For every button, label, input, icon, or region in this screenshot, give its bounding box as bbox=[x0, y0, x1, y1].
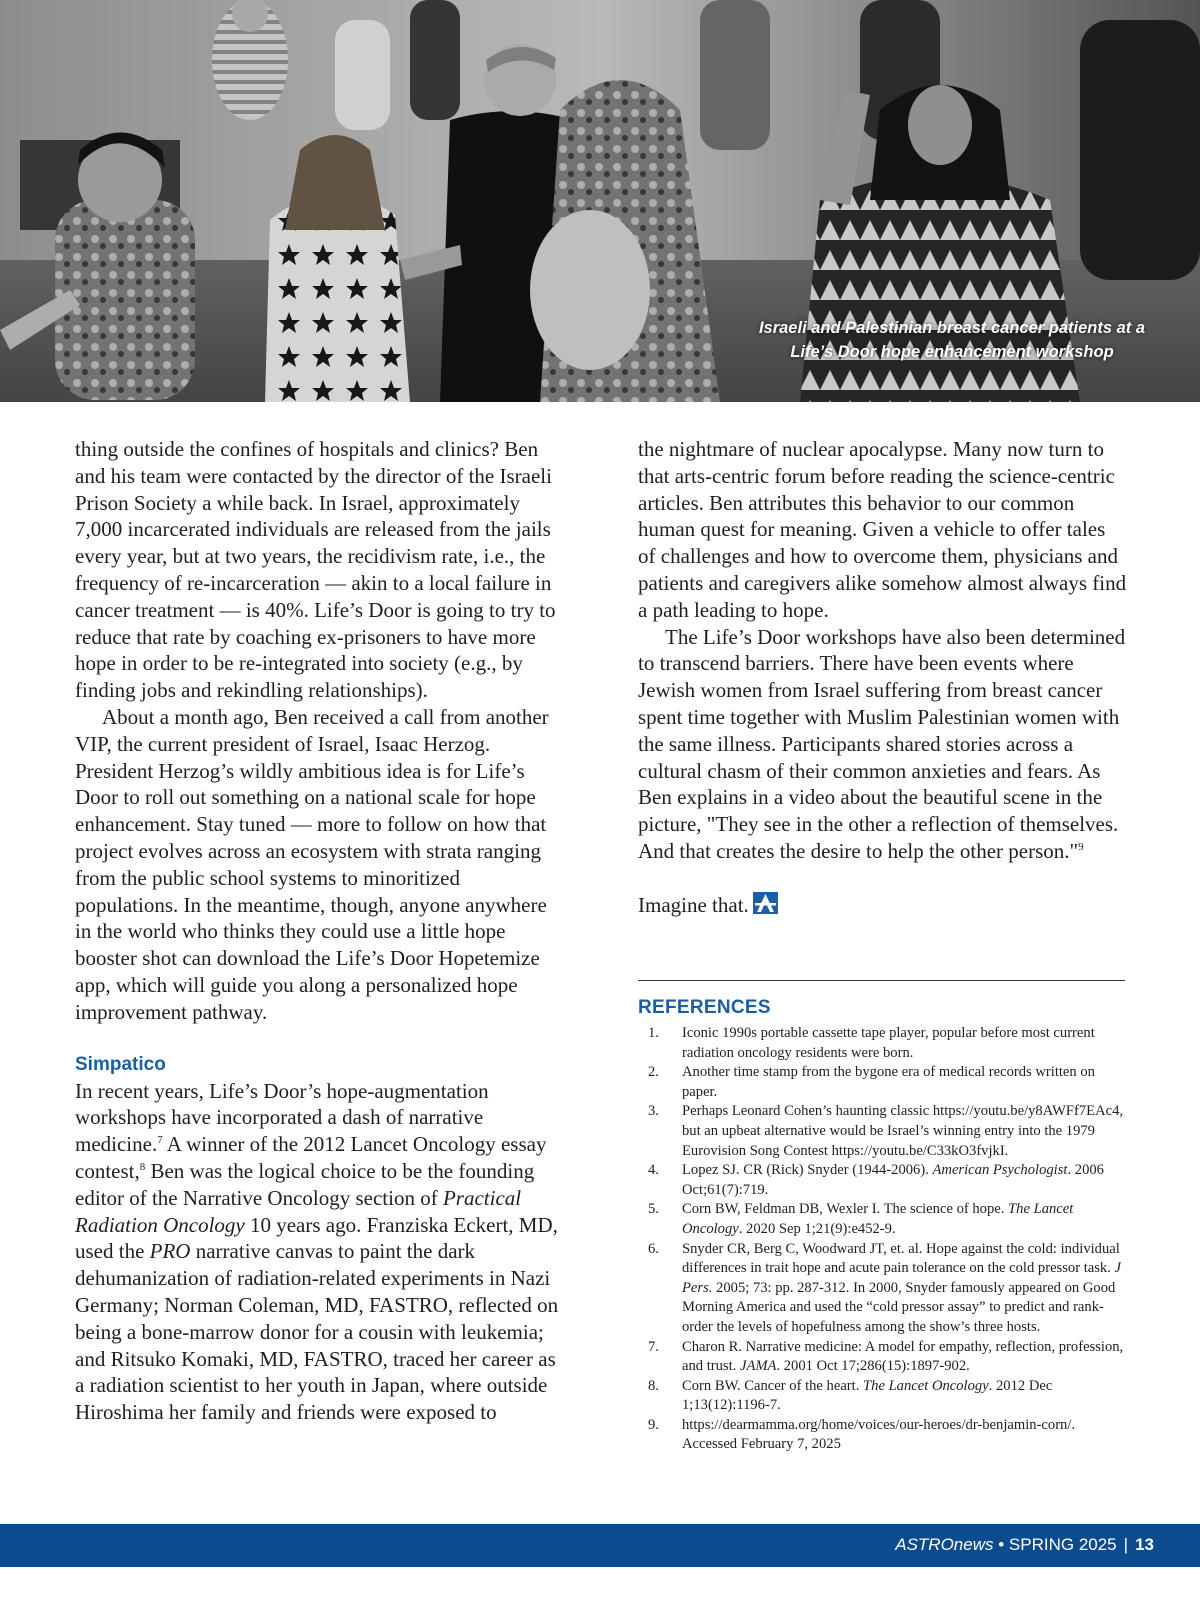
reference-text bbox=[682, 1338, 1126, 1377]
text-run: 10 years ago. Franziska Eckert, MD, used the bbox=[75, 1212, 558, 1264]
reference-text: Iconic 1990s portable cassette tape player, popular before most current radiation oncology residents were born. bbox=[682, 1025, 1095, 1061]
closing-line bbox=[638, 892, 1128, 919]
page-number: 13 bbox=[1135, 1535, 1154, 1554]
footnote-marker: 7 bbox=[157, 1134, 163, 1147]
reference-item bbox=[640, 1240, 1126, 1338]
article-paragraph: About a month ago, Ben received a call from another VIP, the current president of Israel, Isaac Herzog. President Herzog’s wildly ambitious idea is for Life’s Door to roll out something on a national scale for hope enhancement. Stay tuned — more to follow on how that project evolves across an ecosystem with strata ranging from the public school systems to minoritized populations. In the meantime, though, anyone anywhere in the world who thinks they could use a little hope booster shot can download the Life’s Door Hopetemize app, which will guide you along a personalized hope improvement pathway. bbox=[75, 704, 549, 1024]
reference-text-run: Snyder CR, Berg C, Woodward JT, et. al. Hope against the cold: individual differences in trait hope and acute pain tolerance on the cold pressor task. bbox=[682, 1240, 1120, 1277]
reference-journal: American Psychologist bbox=[932, 1162, 1068, 1179]
reference-number: 5. bbox=[648, 1201, 659, 1218]
reference-item bbox=[640, 1102, 1126, 1161]
reference-item bbox=[640, 1161, 1126, 1200]
reference-number: 8. bbox=[648, 1377, 659, 1394]
reference-number: 2. bbox=[648, 1064, 659, 1081]
reference-text bbox=[682, 1377, 1126, 1416]
reference-item bbox=[640, 1063, 1126, 1102]
journal-title: Practical Radiation Oncology bbox=[75, 1185, 522, 1237]
article-paragraph: thing outside the confines of hospitals and clinics? Ben and his team were contacted by the director of the Israeli Prison Society a while back. In Israel, approximately 7,000 incarcerated individuals are released from the jails every year, but at two years, the recidivism rate, i.e., the frequency of re-incarceration — akin to a local failure in cancer treatment — is 40%. Life’s Door is going to try to reduce that rate by coaching ex-prisoners to have more hope in order to be re-integrated into society (e.g., by finding jobs and rekindling relationships). bbox=[75, 437, 556, 703]
text-run: The Life’s Door workshops have also been determined to transcend barriers. There have been events where Jewish women from Israel suffering from breast cancer spent time together with Muslim Palestinian women with the same illness. Participants shared stories across a cultural chasm of their common anxieties and fears. As Ben explains in a video about the beautiful scene in the picture, "They see in the other a reflection of themselves. And that creates the desire to help the other person." bbox=[638, 624, 1126, 863]
footnote-marker: 8 bbox=[139, 1160, 146, 1173]
reference-text bbox=[682, 1240, 1126, 1338]
footer-text bbox=[895, 1535, 1154, 1555]
text-run: A winner of the 2012 Lancet Oncology essay contest, bbox=[75, 1132, 547, 1183]
reference-text-run: Charon R. Narrative medicine: A model for empathy, reflection, profession, and trust. bbox=[682, 1338, 1124, 1375]
issue-label: SPRING 2025 bbox=[1008, 1535, 1117, 1554]
reference-number: 3. bbox=[648, 1103, 659, 1120]
article-paragraph bbox=[75, 1078, 565, 1426]
closing-text: Imagine that. bbox=[638, 892, 749, 917]
article-paragraph: the nightmare of nuclear apocalypse. Many now turn to that arts-centric forum before reading the science-centric articles. Ben attributes this behavior to our common human quest for meaning. Given a vehicle to offer tales of challenges and how to overcome them, physicians and patients and caregivers alike somehow almost always find a path leading to hope. bbox=[638, 437, 1127, 622]
reference-item bbox=[640, 1338, 1126, 1377]
reference-item bbox=[640, 1024, 1126, 1063]
photo-caption bbox=[742, 316, 1162, 364]
article-paragraph bbox=[638, 624, 1128, 865]
reference-text-run: . 2012 Dec 1;13(12):1196-7. bbox=[682, 1377, 1053, 1414]
photo-caption-line2: Life’s Door hope enhancement workshop bbox=[790, 343, 1114, 361]
reference-text-run: Corn BW, Feldman DB, Wexler I. The science of hope. bbox=[682, 1201, 1009, 1218]
reference-journal: The Lancet Oncology bbox=[682, 1201, 1074, 1237]
hero-photo bbox=[0, 0, 1200, 402]
reference-text bbox=[682, 1200, 1126, 1239]
reference-item bbox=[640, 1416, 1126, 1455]
reference-text-run: Lopez SJ. CR (Rick) Snyder (1944-2006). bbox=[682, 1162, 933, 1179]
reference-text-run: . 2020 Sep 1;21(9):e452-9. bbox=[738, 1220, 896, 1237]
reference-text bbox=[682, 1161, 1126, 1200]
reference-text-run: . 2006 Oct;61(7):719. bbox=[682, 1162, 1104, 1198]
text-run: narrative canvas to paint the dark dehumanization of radiation-related experiments in Nazi Germany; Norman Coleman, MD, FASTRO, reflected on being a bone-marrow donor for a cousin with leukemia; and Ritsuko Komaki, MD, FASTRO, traced her career as a radiation scientist to her youth in Japan, where outside Hiroshima her family and friends were exposed to bbox=[75, 1239, 559, 1425]
reference-text: Perhaps Leonard Cohen’s haunting classic https://youtu.be/y8AWFf7EAc4, but an upbeat alternative would be Israel’s winning entry into the 1979 Eurovision Song Contest https://youtu.be/C33kO3fvjkI. bbox=[682, 1103, 1124, 1159]
reference-journal: JAMA bbox=[739, 1358, 777, 1375]
reference-text: https://dearmamma.org/home/voices/our-heroes/dr-benjamin-corn/. Accessed February 7, 2025 bbox=[682, 1416, 1076, 1453]
reference-journal: The Lancet Oncology bbox=[863, 1377, 989, 1394]
reference-journal: J Pers. bbox=[682, 1260, 1121, 1296]
reference-number: 4. bbox=[648, 1162, 659, 1179]
reference-item bbox=[640, 1200, 1126, 1239]
publication-name: ASTROnews bbox=[895, 1535, 994, 1554]
footer-bullet: • bbox=[998, 1535, 1005, 1554]
reference-number: 6. bbox=[648, 1240, 659, 1257]
reference-text: Another time stamp from the bygone era of medical records written on paper. bbox=[682, 1064, 1095, 1100]
references-divider bbox=[638, 980, 1125, 981]
reference-item bbox=[640, 1377, 1126, 1416]
photo-caption-line1: Israeli and Palestinian breast cancer patients at a bbox=[758, 319, 1146, 337]
reference-text-run: 2005; 73: pp. 287-312. In 2000, Snyder famously appeared on Good Morning America and used the “cold pressor assay” to predict and rank-order the levels of hopefulness among the show’s three hosts. bbox=[682, 1279, 1116, 1335]
reference-number: 1. bbox=[648, 1025, 659, 1041]
reference-number: 9. bbox=[648, 1416, 659, 1433]
reference-text-run: . 2001 Oct 17;286(15):1897-902. bbox=[776, 1358, 970, 1375]
text-run: In recent years, Life’s Door’s hope-augmentation workshops have incorporated a dash of narrative medicine. bbox=[75, 1078, 489, 1157]
references-list bbox=[640, 1024, 1126, 1455]
journal-abbrev: PRO bbox=[149, 1239, 191, 1264]
page-footer bbox=[0, 1524, 1200, 1567]
footer-divider: | bbox=[1123, 1535, 1129, 1554]
footnote-marker: 9 bbox=[1078, 840, 1084, 853]
article-left-column bbox=[75, 436, 565, 1426]
references-heading: REFERENCES bbox=[638, 997, 771, 1018]
article-right-column bbox=[638, 436, 1128, 919]
reference-text-run: Corn BW. Cancer of the heart. bbox=[682, 1377, 864, 1394]
section-heading-simpatico: Simpatico bbox=[75, 1053, 166, 1075]
text-run: Ben was the logical choice to be the founding editor of the Narrative Oncology section of bbox=[75, 1158, 535, 1210]
reference-number: 7. bbox=[648, 1338, 659, 1355]
astro-logo-icon bbox=[753, 892, 778, 914]
